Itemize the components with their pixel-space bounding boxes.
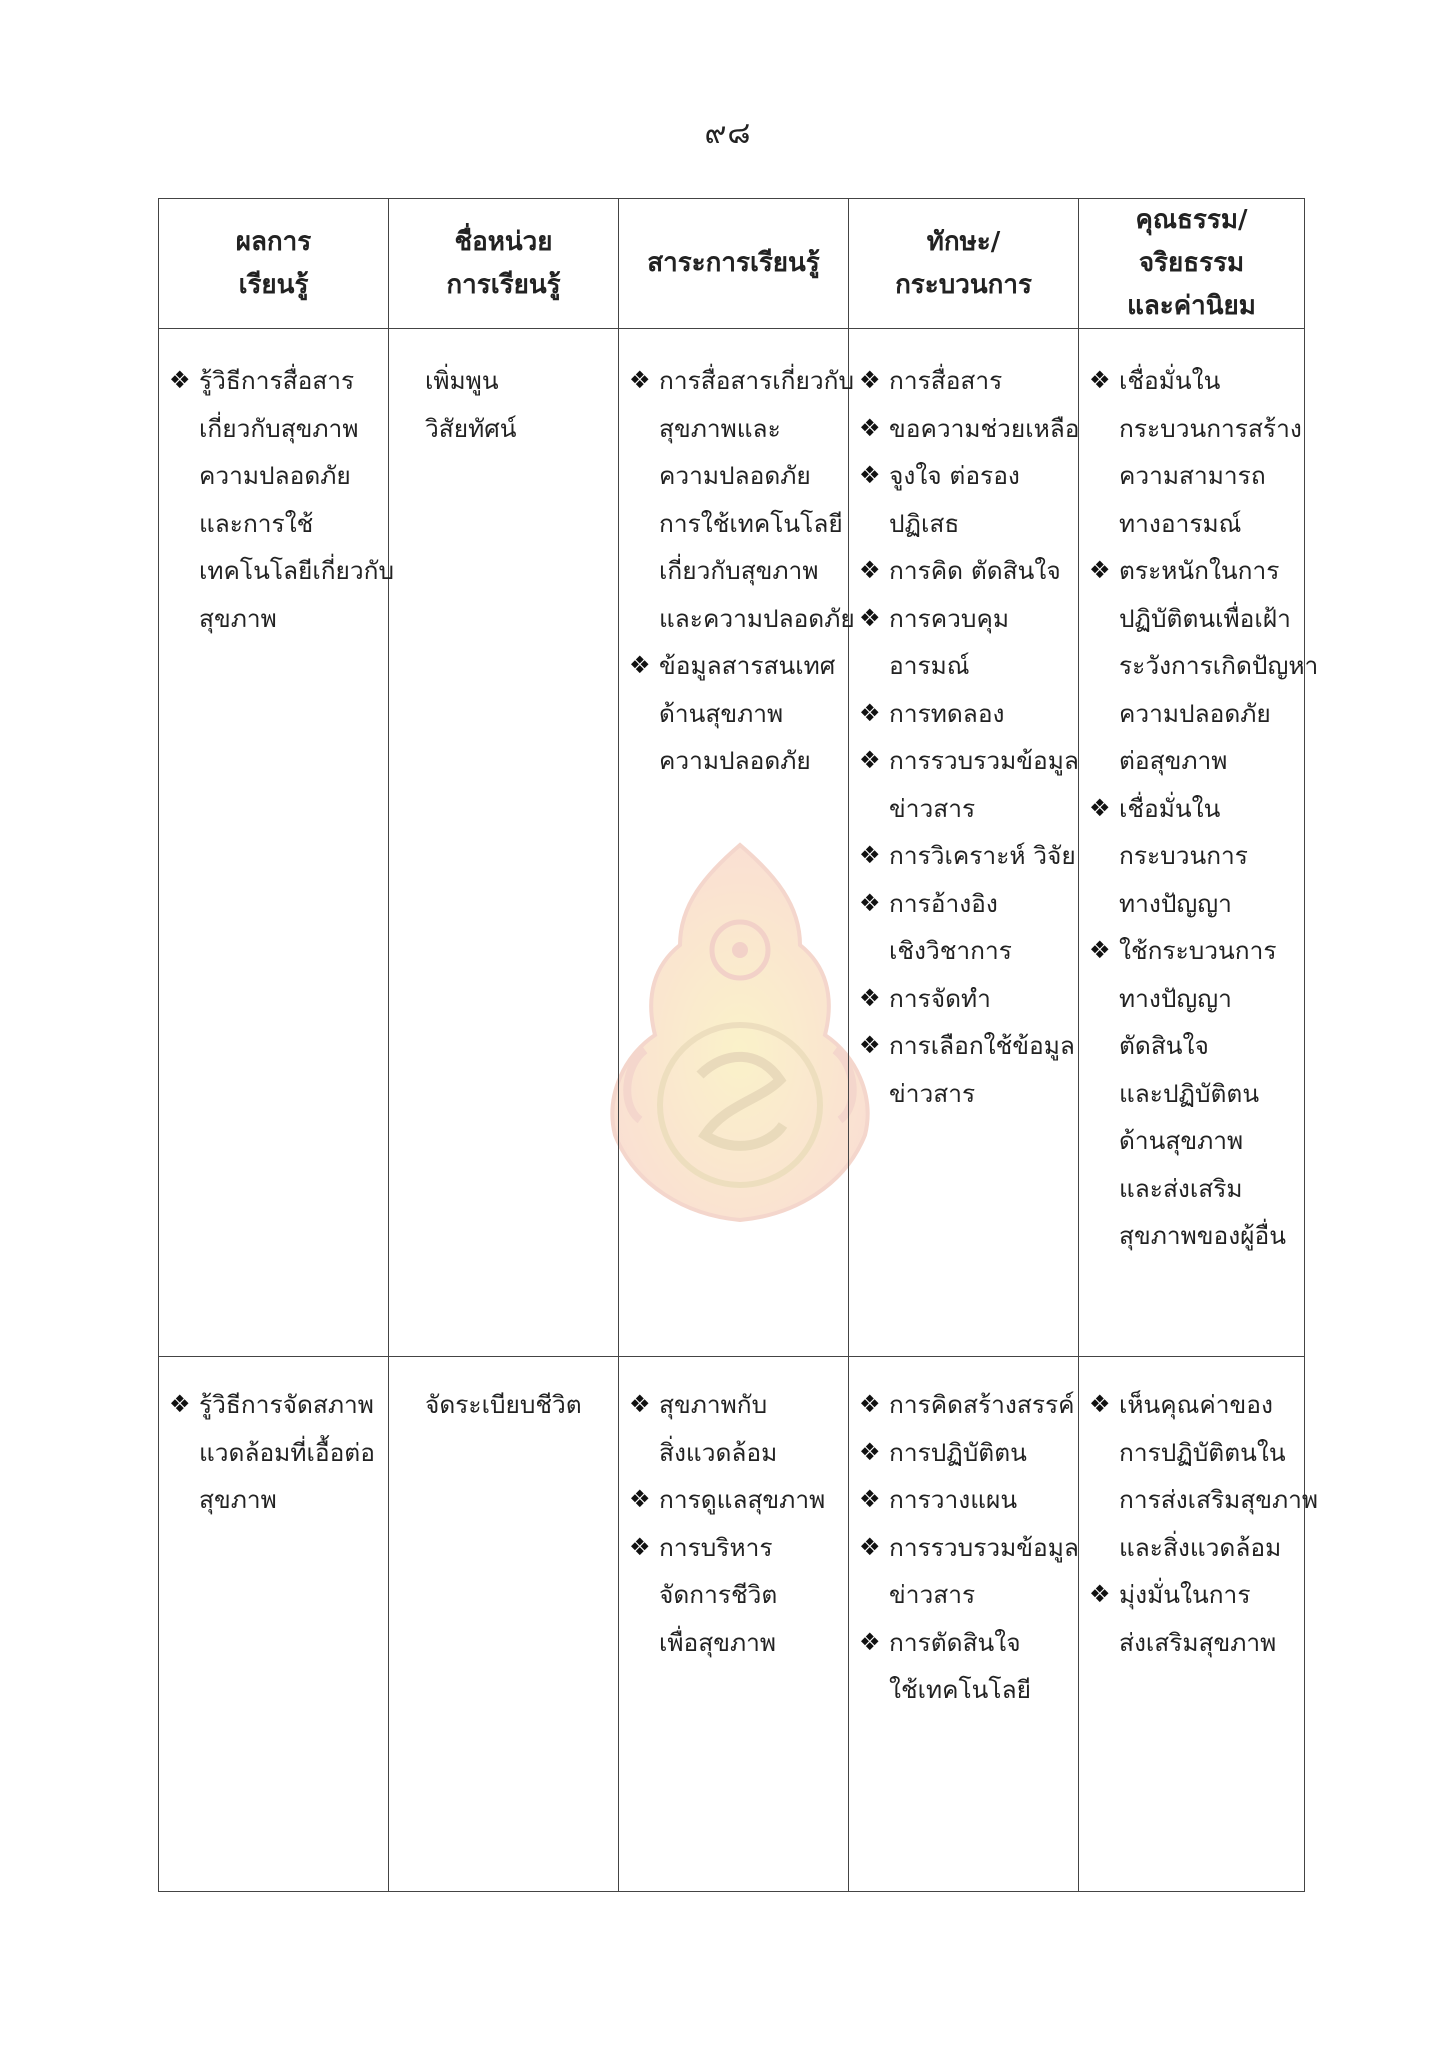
bullet-text-line: อารมณ์ (889, 651, 970, 680)
header-content (619, 199, 849, 329)
bullet-text-line: ต่อสุขภาพ (1119, 746, 1228, 775)
bullet-text-line: การสื่อสารเกี่ยวกับ (659, 366, 854, 395)
bullet-item (857, 1381, 1076, 1429)
header-skills (849, 199, 1079, 329)
diamond-bullet-icon: ❖ (629, 1532, 651, 1561)
diamond-bullet-icon: ❖ (859, 841, 881, 869)
diamond-bullet-icon: ❖ (859, 1485, 881, 1513)
diamond-bullet-icon: ❖ (1089, 1580, 1111, 1608)
bullet-text-line: จัดการชีวิต (659, 1580, 778, 1609)
unit-name-line: จัดระเบียบชีวิต (425, 1390, 582, 1419)
bullet-text-line: การอ้างอิง (889, 888, 998, 918)
bullet-text-line: ข่าวสาร (889, 793, 976, 823)
curriculum-table (158, 198, 1319, 1892)
header-text: ทักษะ/ (926, 226, 1001, 257)
bullet-text-line: ส่งเสริมสุขภาพ (1119, 1627, 1277, 1657)
bullet-text-line: ความสามารถ (1119, 461, 1266, 490)
diamond-bullet-icon: ❖ (859, 1627, 881, 1656)
bullet-text-line: การทดลอง (889, 698, 1005, 728)
bullet-text-line: กระบวนการสร้าง (1119, 413, 1302, 443)
header-learning-outcome (159, 199, 389, 329)
unit-name-line: วิสัยทัศน์ (425, 413, 517, 443)
diamond-bullet-icon: ❖ (859, 556, 881, 584)
bullet-text-line: การจัดทำ (889, 983, 991, 1013)
bullet-item (857, 405, 1080, 453)
header-text: เรียนรู้ (238, 269, 309, 300)
bullet-text-line: จูงใจ ต่อรอง (889, 461, 1020, 490)
bullet-text-line: การรวบรวมข้อมูล (889, 1532, 1079, 1562)
bullet-item (167, 357, 395, 642)
cell-unit-name (389, 1357, 619, 1892)
bullet-text-line: และปฏิบัติตน (1119, 1078, 1260, 1108)
bullet-item (627, 1524, 846, 1667)
bullet-text-line: การดูแลสุขภาพ (659, 1485, 826, 1514)
bullet-item (1087, 1571, 1302, 1666)
bullet-text-line: เชื่อมั่นใน (1119, 793, 1221, 823)
bullet-text-line: การตัดสินใจ (889, 1627, 1021, 1657)
bullet-text-line: สุขภาพ (199, 1485, 277, 1514)
bullet-item (857, 880, 1076, 975)
bullet-text-line: สุขภาพและ (659, 413, 781, 443)
cell-values (1079, 1357, 1319, 1892)
bullet-text-line: เทคโนโลยีเกี่ยวกับ (199, 556, 395, 585)
bullet-text-line: ตัดสินใจ (1119, 1031, 1209, 1060)
bullet-item (1087, 547, 1319, 785)
diamond-bullet-icon: ❖ (859, 1532, 881, 1561)
bullet-text-line: ขอความช่วยเหลือ (889, 413, 1080, 443)
diamond-bullet-icon: ❖ (629, 1390, 651, 1418)
page-number: ๙๘ (704, 116, 752, 151)
bullet-item (857, 690, 1076, 738)
bullet-text-line: ปฏิเสธ (889, 508, 960, 538)
diamond-bullet-icon: ❖ (629, 366, 651, 394)
bullet-text-line: รู้วิธีการจัดสภาพ (199, 1390, 374, 1419)
bullet-text-line: การควบคุม (889, 603, 1009, 633)
diamond-bullet-icon: ❖ (629, 1485, 651, 1513)
bullet-text-line: การคิดสร้างสรรค์ (889, 1390, 1075, 1419)
diamond-bullet-icon: ❖ (859, 698, 881, 727)
cell-unit-name (389, 329, 619, 1357)
diamond-bullet-icon: ❖ (859, 366, 881, 394)
bullet-text-line: และส่งเสริม (1119, 1173, 1243, 1203)
bullet-item (1087, 927, 1302, 1260)
bullet-text-line: การส่งเสริมสุขภาพ (1119, 1485, 1319, 1514)
diamond-bullet-icon: ❖ (859, 888, 881, 917)
bullet-text-line: การรวบรวมข้อมูล (889, 746, 1079, 775)
bullet-text-line: ใช้กระบวนการ (1119, 936, 1277, 965)
bullet-text-line: การวิเคราะห์ วิจัย (889, 841, 1076, 870)
bullet-text-line: สุขภาพของผู้อื่น (1119, 1221, 1287, 1250)
diamond-bullet-icon: ❖ (859, 1390, 881, 1418)
cell-learning-outcome (159, 329, 395, 1357)
bullet-text-line: การปฏิบัติตน (889, 1437, 1027, 1467)
diamond-bullet-icon: ❖ (1089, 1390, 1111, 1418)
bullet-text-line: และสิ่งแวดล้อม (1119, 1532, 1282, 1562)
diamond-bullet-icon: ❖ (169, 366, 191, 394)
cell-content (619, 1357, 849, 1892)
cell-learning-outcome (159, 1357, 389, 1892)
bullet-item (857, 1476, 1076, 1524)
header-text: การเรียนรู้ (446, 269, 561, 300)
bullet-text-line: ข่าวสาร (889, 1078, 976, 1108)
bullet-text-line: เชิงวิชาการ (889, 936, 1012, 965)
header-unit-name (389, 199, 619, 329)
table-row (159, 329, 1305, 1357)
diamond-bullet-icon: ❖ (859, 983, 881, 1012)
bullet-text-line: ทางปัญญา (1119, 888, 1232, 918)
bullet-text-line: ข่าวสาร (889, 1580, 976, 1609)
bullet-text-line: การบริหาร (659, 1532, 773, 1562)
cell-skills (849, 1357, 1079, 1892)
table-row (159, 1357, 1305, 1892)
diamond-bullet-icon: ❖ (859, 603, 881, 632)
bullet-text-line: มุ่งมั่นในการ (1119, 1580, 1251, 1609)
bullet-text-line: ข้อมูลสารสนเทศ (659, 651, 836, 680)
bullet-text-line: แวดล้อมที่เอื้อต่อ (199, 1437, 375, 1467)
bullet-item (627, 357, 855, 642)
diamond-bullet-icon: ❖ (1089, 793, 1111, 822)
bullet-text-line: เชื่อมั่นใน (1119, 366, 1221, 395)
bullet-text-line: การเลือกใช้ข้อมูล (889, 1031, 1075, 1060)
header-text: และค่านิยม (1127, 291, 1256, 321)
diamond-bullet-icon: ❖ (859, 1437, 881, 1466)
header-text: ผลการ (235, 226, 312, 257)
bullet-text-line: เกี่ยวกับสุขภาพ (659, 556, 819, 585)
bullet-item (857, 832, 1076, 880)
diamond-bullet-icon: ❖ (169, 1390, 191, 1418)
bullet-text-line: รู้วิธีการสื่อสาร (199, 366, 355, 395)
header-text: สาระการเรียนรู้ (647, 248, 820, 278)
header-values (1079, 199, 1305, 329)
cell-values (1079, 329, 1319, 1357)
diamond-bullet-icon: ❖ (859, 1031, 881, 1059)
bullet-item (857, 1022, 1076, 1117)
bullet-text-line: การคิด ตัดสินใจ (889, 556, 1061, 585)
bullet-item (627, 1381, 846, 1476)
bullet-text-line: ระวังการเกิดปัญหา (1119, 651, 1319, 680)
bullet-item (627, 642, 846, 785)
bullet-text-line: กระบวนการ (1119, 841, 1248, 870)
bullet-text-line: สิ่งแวดล้อม (659, 1437, 778, 1467)
diamond-bullet-icon: ❖ (1089, 366, 1111, 394)
cell-skills (849, 329, 1079, 1357)
bullet-text-line: ความปลอดภัย (659, 461, 811, 490)
bullet-item (167, 1381, 386, 1524)
bullet-item (857, 1429, 1076, 1477)
diamond-bullet-icon: ❖ (1089, 556, 1111, 584)
bullet-item (627, 1476, 846, 1524)
diamond-bullet-icon: ❖ (1089, 936, 1111, 964)
diamond-bullet-icon: ❖ (859, 461, 881, 489)
bullet-text-line: ด้านสุขภาพ (1119, 1126, 1244, 1155)
bullet-text-line: ตระหนักในการ (1119, 556, 1280, 585)
table-header-row (159, 199, 1305, 329)
bullet-item (857, 357, 1076, 405)
bullet-text-line: และความปลอดภัย (659, 603, 855, 633)
bullet-item (857, 1524, 1079, 1619)
bullet-item (857, 737, 1079, 832)
bullet-text-line: ความปลอดภัย (1119, 698, 1271, 728)
header-text: ชื่อหน่วย (454, 226, 553, 257)
bullet-item (1087, 1381, 1319, 1571)
bullet-text-line: ทางปัญญา (1119, 983, 1232, 1013)
bullet-text-line: การสื่อสาร (889, 366, 1003, 395)
cell-content (619, 329, 855, 1357)
bullet-text-line: เกี่ยวกับสุขภาพ (199, 413, 359, 443)
bullet-text-line: ปฏิบัติตนเพื่อเฝ้า (1119, 603, 1291, 633)
header-text: คุณธรรม/จริยธรรม (1135, 205, 1248, 278)
bullet-item (857, 452, 1076, 547)
bullet-text-line: การปฏิบัติตนใน (1119, 1437, 1286, 1467)
bullet-text-line: การใช้เทคโนโลยี (659, 508, 843, 538)
bullet-text-line: สุขภาพกับ (659, 1390, 768, 1419)
bullet-text-line: การวางแผน (889, 1485, 1018, 1514)
bullet-text-line: ด้านสุขภาพ (659, 698, 784, 728)
bullet-text-line: ทางอารมณ์ (1119, 508, 1242, 538)
bullet-text-line: ความปลอดภัย (659, 746, 811, 775)
unit-name-line: เพิ่มพูน (425, 366, 499, 395)
bullet-item (857, 595, 1076, 690)
bullet-text-line: ความปลอดภัย (199, 461, 351, 490)
diamond-bullet-icon: ❖ (859, 413, 881, 442)
bullet-text-line: เพื่อสุขภาพ (659, 1627, 776, 1657)
header-text: กระบวนการ (895, 269, 1032, 300)
bullet-text-line: และการใช้ (199, 508, 314, 538)
bullet-item (1087, 357, 1302, 547)
bullet-item (857, 975, 1076, 1023)
bullet-text-line: สุขภาพ (199, 603, 277, 633)
diamond-bullet-icon: ❖ (859, 746, 881, 774)
bullet-item (857, 547, 1076, 595)
bullet-text-line: ใช้เทคโนโลยี (889, 1675, 1031, 1704)
bullet-item (1087, 785, 1302, 928)
bullet-item (857, 1619, 1076, 1714)
bullet-text-line: เห็นคุณค่าของ (1119, 1390, 1273, 1419)
diamond-bullet-icon: ❖ (629, 651, 651, 679)
